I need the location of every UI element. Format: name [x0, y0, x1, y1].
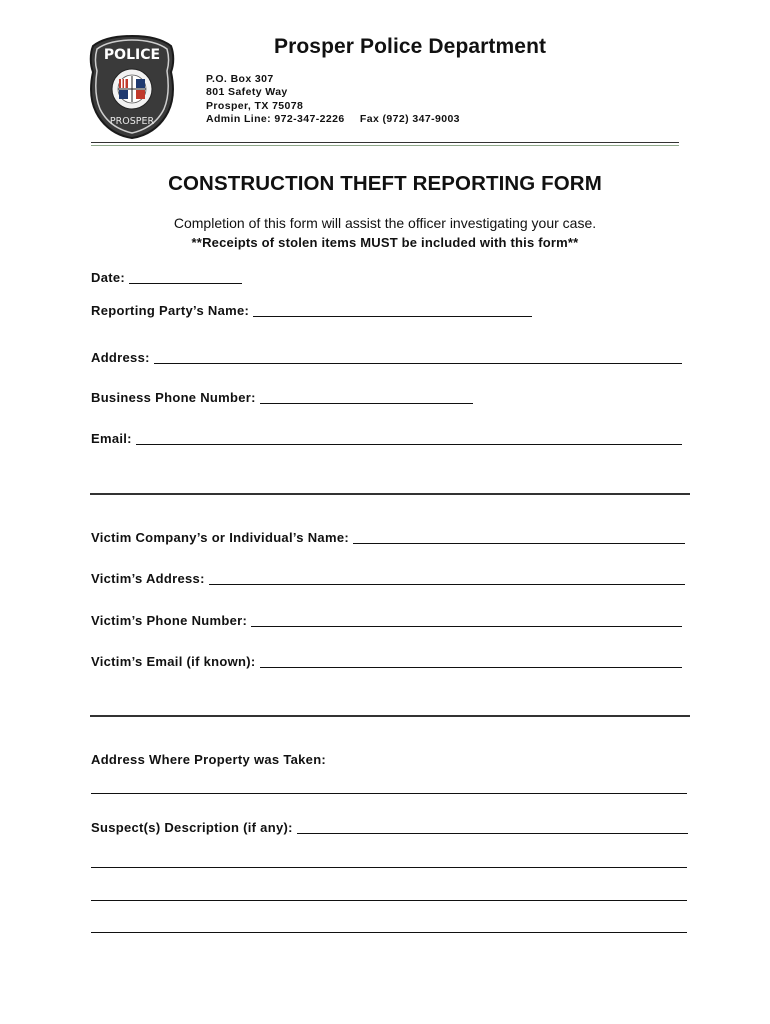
badge-top-text: POLICE: [103, 47, 161, 63]
business-phone-label: Business Phone Number:: [91, 390, 256, 405]
suspect-description-label: Suspect(s) Description (if any):: [91, 820, 293, 835]
address-line-3: Prosper, TX 75078: [206, 100, 304, 112]
fax-number: Fax (972) 347-9003: [359, 113, 460, 125]
email-label: Email:: [91, 431, 132, 446]
form-title: CONSTRUCTION THEFT REPORTING FORM: [168, 172, 602, 195]
victim-email-input-line[interactable]: [260, 667, 682, 668]
date-label: Date:: [91, 270, 126, 285]
email-input-line[interactable]: [136, 444, 682, 445]
section-divider-1: [90, 493, 690, 495]
victim-phone-input-line[interactable]: [251, 626, 682, 627]
victim-name-field: [91, 530, 685, 546]
section-divider-2: [90, 715, 690, 717]
address-line-2: 801 Safety Way: [206, 86, 288, 98]
header-divider: [91, 142, 679, 143]
reporting-party-name-input-line[interactable]: [253, 316, 532, 317]
header-divider-accent: [91, 145, 679, 146]
form-intro: Completion of this form will assist the officer investigating your case.: [173, 215, 597, 231]
address-field: [91, 350, 682, 366]
property-location-field: [91, 752, 330, 768]
reporting-party-name-field: [91, 303, 532, 319]
victim-address-label: Victim’s Address:: [91, 571, 205, 586]
business-phone-input-line[interactable]: [260, 403, 473, 404]
property-location-input-line[interactable]: [91, 793, 687, 794]
property-location-label: Address Where Property was Taken:: [91, 752, 327, 767]
victim-phone-field: [91, 613, 682, 629]
victim-name-input-line[interactable]: [353, 543, 685, 544]
suspect-description-line-2[interactable]: [91, 867, 687, 868]
address-line-1: P.O. Box 307: [206, 73, 274, 85]
police-badge-logo: [88, 34, 176, 140]
business-phone-field: [91, 390, 473, 406]
suspect-description-line-4[interactable]: [91, 932, 687, 933]
suspect-description-field: [91, 820, 688, 836]
victim-email-field: [91, 654, 682, 670]
victim-address-input-line[interactable]: [209, 584, 685, 585]
victim-address-field: [91, 571, 685, 587]
date-input-line[interactable]: [129, 283, 242, 284]
address-label: Address:: [91, 350, 150, 365]
date-field: [91, 270, 242, 286]
victim-phone-label: Victim’s Phone Number:: [91, 613, 248, 628]
department-title: Prosper Police Department: [274, 35, 547, 58]
contact-line: [206, 113, 460, 126]
receipts-warning: **Receipts of stolen items MUST be included with this form**: [191, 235, 579, 250]
badge-bottom-text: PROSPER: [109, 116, 155, 127]
suspect-description-input-line[interactable]: [297, 833, 688, 834]
victim-name-label: Victim Company’s or Individual’s Name:: [91, 530, 349, 545]
reporting-party-name-label: Reporting Party’s Name:: [91, 303, 250, 318]
address-input-line[interactable]: [154, 363, 682, 364]
victim-email-label: Victim’s Email (if known):: [91, 654, 256, 669]
admin-phone: Admin Line: 972-347-2226: [206, 113, 345, 125]
suspect-description-line-3[interactable]: [91, 900, 687, 901]
email-field: [91, 431, 682, 447]
